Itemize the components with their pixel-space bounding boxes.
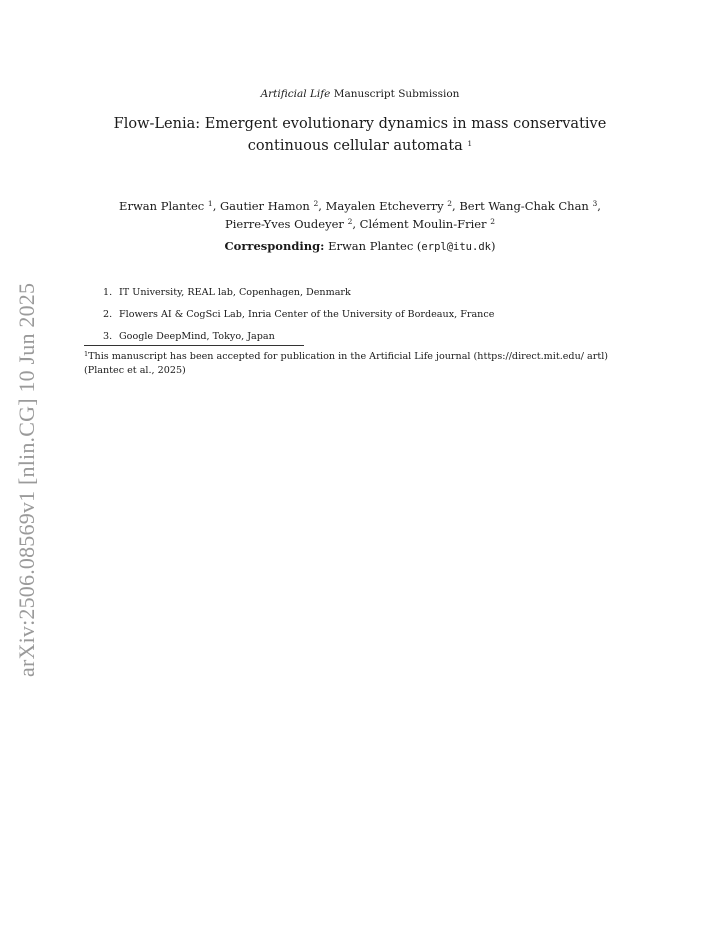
affiliation-number: 2. — [103, 309, 113, 320]
author-name: Gautier Hamon — [220, 199, 310, 213]
title-footnote-mark: 1 — [467, 139, 473, 148]
author-affil-mark: 2 — [447, 199, 453, 208]
affiliation-text: Flowers AI & CogSci Lab, Inria Center of the University of Bordeaux, France — [119, 309, 495, 320]
affiliation-number: 3. — [103, 331, 113, 342]
title-line-1: Flow-Lenia: Emergent evolutionary dynamics in mass conservative — [113, 116, 607, 132]
affiliation-number: 1. — [103, 287, 113, 298]
author-name: Pierre-Yves Oudeyer — [225, 217, 344, 231]
affiliation-item — [103, 304, 494, 326]
title-line-2: continuous cellular automata — [247, 138, 463, 154]
footnote-divider — [84, 345, 304, 346]
author-affil-mark: 3 — [592, 199, 598, 208]
footnote-text: This manuscript has been accepted for publication in the Artificial Life journal (https://direct.mit.edu/ artl) (Plantec et al., 2025) — [84, 351, 609, 376]
corresponding-label: Corresponding: — [224, 239, 325, 253]
author-affil-mark: 1 — [207, 199, 213, 208]
paper-title — [100, 114, 620, 156]
submission-label: Manuscript Submission — [333, 88, 460, 100]
affiliation-text: Google DeepMind, Tokyo, Japan — [119, 331, 275, 342]
corresponding-email[interactable]: erpl@itu.dk — [421, 241, 491, 253]
author-name: Mayalen Etcheverry — [325, 199, 444, 213]
author-affil-mark: 2 — [347, 217, 353, 226]
author-affil-mark: 2 — [490, 217, 495, 226]
author-name: Clément Moulin-Frier — [359, 217, 487, 231]
affiliation-text: IT University, REAL lab, Copenhagen, Denmark — [119, 287, 351, 298]
corresponding-name: Erwan Plantec — [328, 239, 414, 253]
author-name: Erwan Plantec — [119, 199, 205, 213]
arxiv-identifier: arXiv:2506.08569v1 [nlin.CG] 10 Jun 2025 — [14, 282, 39, 677]
footnote — [84, 348, 636, 377]
author-affil-mark: 2 — [313, 199, 319, 208]
journal-name: Artificial Life — [260, 88, 331, 100]
affiliation-item — [103, 282, 494, 304]
footnote-mark: 1 — [84, 350, 89, 358]
author-list: Erwan Plantec $^1$, Gautier Hamon $^2$, Mayalen Etcheverry $^2$, Bert Wang-Chak Chan $^3$, Pierre-Yves Oudeyer $^2$, Clément Moulin-Frier $^2$ — [119, 199, 601, 231]
submission-header — [0, 88, 720, 100]
corresponding-author: Corresponding: Erwan Plantec (erpl@itu.dk) — [224, 239, 496, 253]
affiliation-list — [103, 282, 494, 348]
author-name: Bert Wang-Chak Chan — [459, 199, 589, 213]
